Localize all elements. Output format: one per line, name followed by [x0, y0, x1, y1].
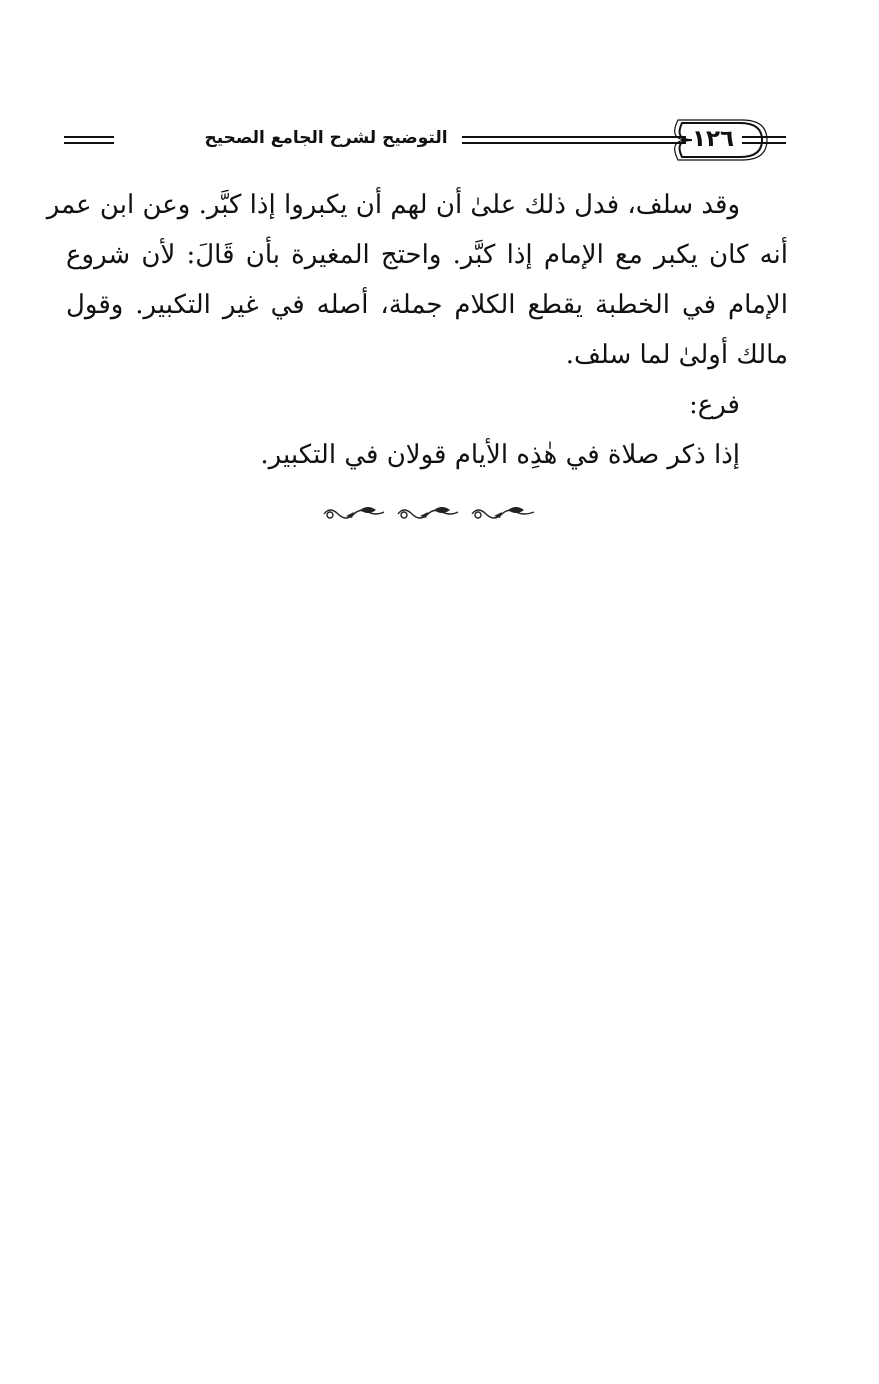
- body-line: إذا ذكر صلاة في هٰذِه الأيام قولان في التكبير.: [260, 440, 740, 470]
- page-body: [46, 180, 788, 480]
- body-line: وقد سلف، فدل ذلك علىٰ أن لهم أن يكبروا إذا كبَّر. وعن ابن عمر: [46, 190, 740, 220]
- page-number: ١٢٦: [691, 126, 735, 152]
- page-header: [62, 118, 788, 162]
- section-subheading: فرع:: [688, 390, 740, 420]
- ornamental-divider-icon: [320, 502, 540, 526]
- body-line: الإمام في الخطبة يقطع الكلام جملة، أصله في غير التكبير. وقول: [66, 290, 788, 320]
- body-line: مالك أولىٰ لما سلف.: [565, 340, 788, 370]
- body-line: أنه كان يكبر مع الإمام إذا كبَّر. واحتج المغيرة بأن قَالَ: لأن شروع: [66, 240, 788, 270]
- running-title: التوضيح لشرح الجامع الصحيح: [190, 126, 462, 150]
